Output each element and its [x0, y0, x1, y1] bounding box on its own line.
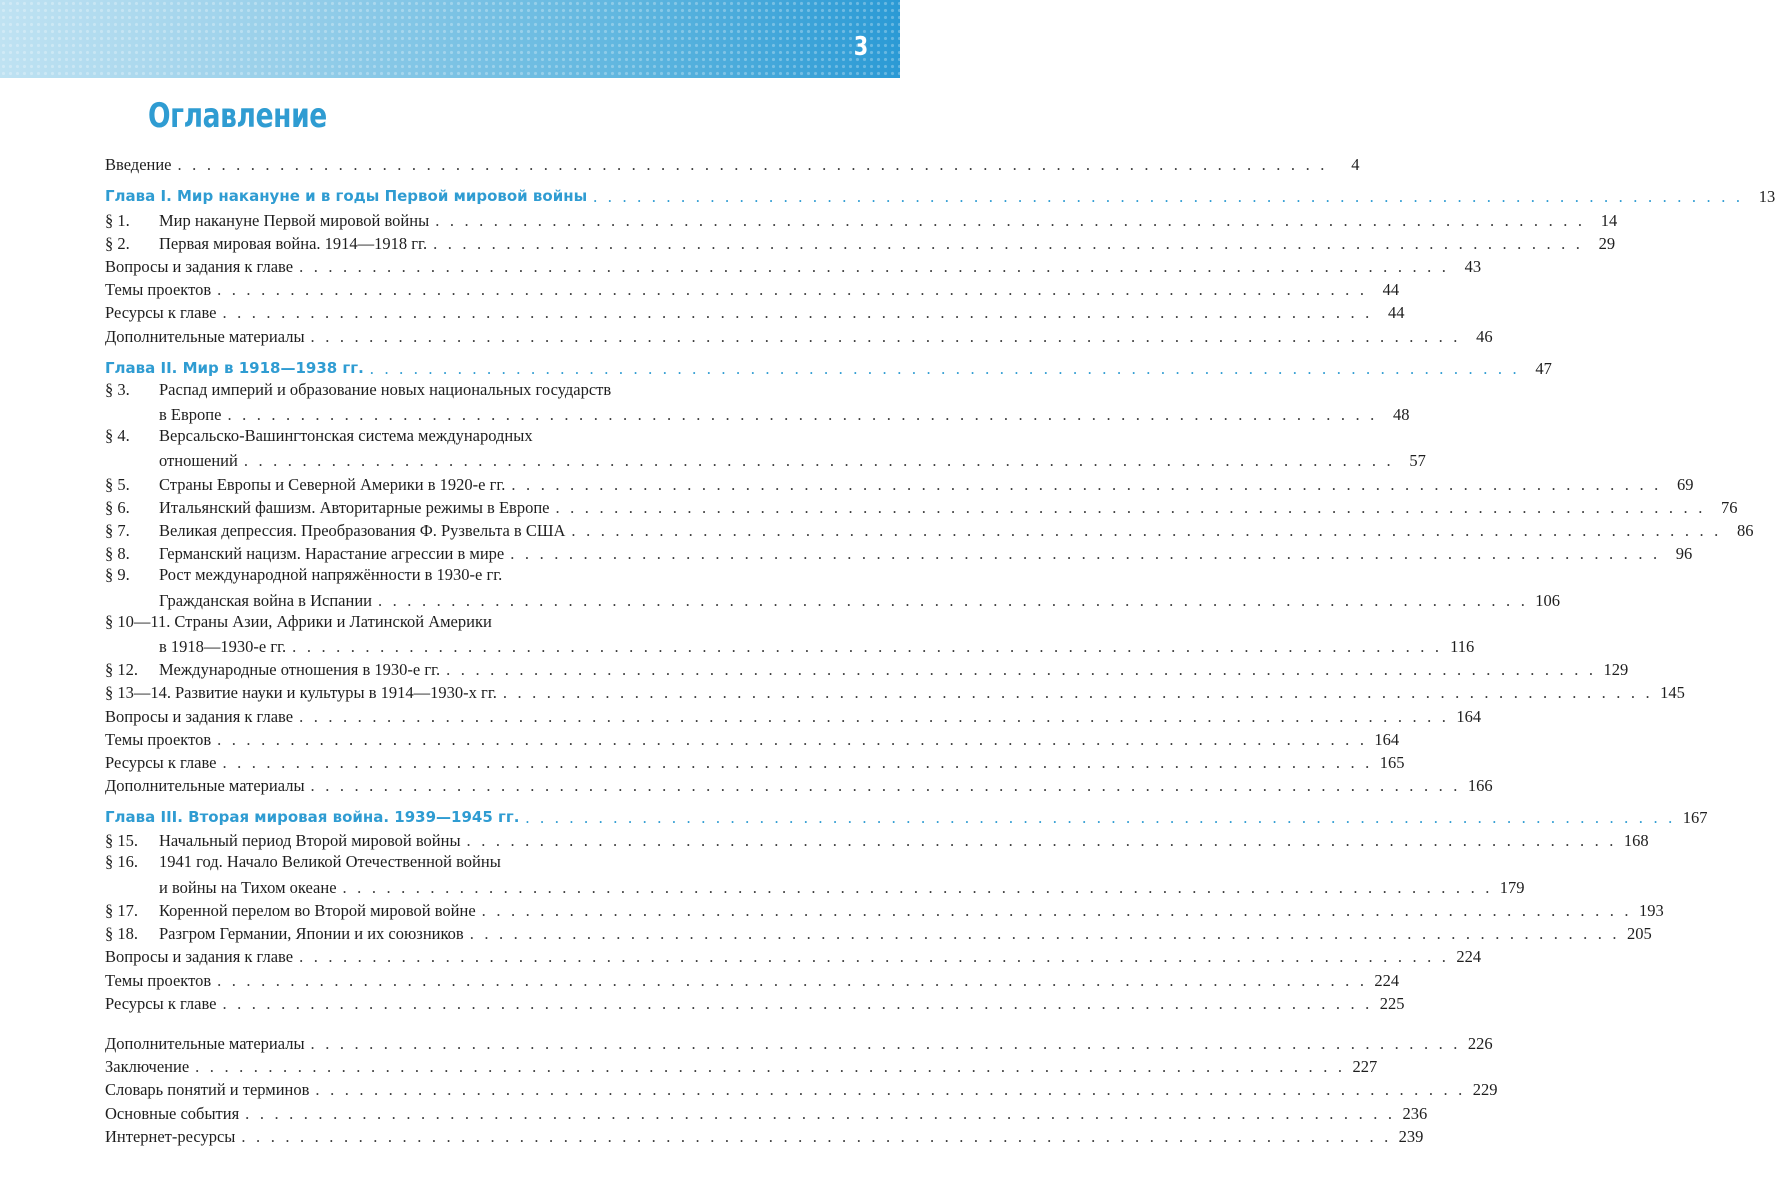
toc-entry-title: и войны на Тихом океане — [159, 877, 337, 897]
toc-entry[interactable] — [105, 727, 1400, 750]
toc-chapter-heading[interactable] — [105, 805, 1708, 828]
dot-leader: . . . . . . . . . . . . . . . . . . . . . . . . . . . . . . . . . . . . . . . . . . . . . . . . . . . . . . . . . . . . . . . . . . . . . . . . . . . . . . . — [217, 280, 1368, 300]
toc-entry[interactable] — [105, 967, 1400, 990]
toc-entry-page: 129 — [1603, 660, 1629, 680]
toc-entry[interactable] — [105, 323, 1493, 346]
dot-leader: . . . . . . . . . . . . . . . . . . . . . . . . . . . . . . . . . . . . . . . . . . . . . . . . . . . . . . . . . . . . . . . . . . . . . . . . . . . . . . . — [245, 1103, 1396, 1123]
dot-leader: . . . . . . . . . . . . . . . . . . . . . . . . . . . . . . . . . . . . . . . . . . . . . . . . . . . . . . . . . . . . . . . . . . . . . . . . . . . . . . . — [466, 831, 1617, 851]
toc-entry-number: § 7. — [105, 521, 130, 540]
page-number: 3 — [853, 32, 869, 62]
toc-entry-number: § 8. — [105, 544, 130, 564]
toc-entry-title: отношений — [159, 451, 238, 471]
toc-entry-title: Великая депрессия. Преобразования Ф. Рузвельта в США — [159, 521, 566, 540]
toc-entry-title: Ресурсы к главе — [105, 993, 217, 1013]
toc-entry-page: 193 — [1638, 901, 1664, 920]
toc-entry-number: § 4. — [105, 426, 130, 446]
toc-entry-title: Коренной перелом во Второй мировой войне — [159, 901, 476, 920]
dot-leader: . . . . . . . . . . . . . . . . . . . . . . . . . . . . . . . . . . . . . . . . . . . . . . . . . . . . . . . . . . . . . . . . . . . . . . . . . . . . . . . — [243, 451, 1394, 471]
toc-entry-title: Итальянский фашизм. Авторитарные режимы в Европе — [159, 497, 550, 517]
toc-entry-title: Дополнительные материалы — [105, 1033, 305, 1053]
dot-leader: . . . . . . . . . . . . . . . . . . . . . . . . . . . . . . . . . . . . . . . . . . . . . . . . . . . . . . . . . . . . . . . . . . . . . . . . . . . . . . . — [435, 210, 1586, 230]
toc-entry-title: Словарь понятий и терминов — [105, 1080, 310, 1100]
dot-leader: . . . . . . . . . . . . . . . . . . . . . . . . . . . . . . . . . . . . . . . . . . . . . . . . . . . . . . . . . . . . . . . . . . . . . . . . . . . . . . . — [571, 521, 1722, 540]
toc-entry-title: Страны Европы и Северной Америки в 1920-е гг. — [159, 474, 506, 494]
toc-entry-title: Международные отношения в 1930-е гг. — [159, 660, 441, 680]
toc-entry[interactable] — [105, 207, 1618, 230]
toc-entry[interactable] — [105, 564, 1561, 610]
table-of-contents — [105, 152, 1775, 1147]
dot-leader: . . . . . . . . . . . . . . . . . . . . . . . . . . . . . . . . . . . . . . . . . . . . . . . . . . . . . . . . . . . . . . . . . . . . . . . . . . . . . . . — [310, 776, 1461, 796]
toc-entry-page: 224 — [1456, 947, 1482, 967]
dot-leader: . . . . . . . . . . . . . . . . . . . . . . . . . . . . . . . . . . . . . . . . . . . . . . . . . . . . . . . . . . . . . . . . . . . . . . . . . . . . . . . — [222, 993, 1373, 1013]
toc-entry[interactable] — [105, 750, 1405, 773]
toc-entry-number: § 18. — [105, 924, 138, 944]
toc-entry-title: Глава III. Вторая мировая война. 1939—1945 гг. — [105, 808, 520, 827]
toc-entry-page: 48 — [1392, 405, 1410, 425]
toc-entry-page: 168 — [1623, 831, 1649, 851]
toc-entry[interactable] — [105, 425, 1426, 471]
dot-leader: . . . . . . . . . . . . . . . . . . . . . . . . . . . . . . . . . . . . . . . . . . . . . . . . . . . . . . . . . . . . . . . . . . . . . . . . . . . . . . . — [299, 947, 1450, 967]
toc-entry[interactable] — [105, 254, 1482, 277]
toc-entry-page: 166 — [1467, 776, 1493, 796]
toc-entry-page: 229 — [1472, 1080, 1498, 1100]
toc-entry-page: 96 — [1675, 544, 1693, 564]
toc-entry-page: 57 — [1409, 451, 1426, 471]
toc-entry-page: 226 — [1467, 1033, 1493, 1053]
toc-entry[interactable] — [105, 944, 1482, 967]
toc-entry-page: 43 — [1464, 256, 1482, 276]
toc-entry-number: § 9. — [105, 565, 130, 585]
dot-leader: . . . . . . . . . . . . . . . . . . . . . . . . . . . . . . . . . . . . . . . . . . . . . . . . . . . . . . . . . . . . . . . . . . . . . . . . . . . . . . . — [502, 683, 1653, 703]
toc-entry-title: Вопросы и задания к главе — [105, 256, 294, 276]
toc-entry-title: Темы проектов — [105, 280, 212, 300]
toc-entry-title: Темы проектов — [105, 729, 212, 749]
dot-leader: . . . . . . . . . . . . . . . . . . . . . . . . . . . . . . . . . . . . . . . . . . . . . . . . . . . . . . . . . . . . . . . . . . . . . . . . . . . . . . . — [310, 326, 1461, 346]
toc-entry-page: 165 — [1379, 752, 1405, 772]
dot-leader: . . . . . . . . . . . . . . . . . . . . . . . . . . . . . . . . . . . . . . . . . . . . . . . . . . . . . . . . . . . . . . . . . . . . . . . . . . . . . . . — [378, 590, 1529, 610]
dot-leader: . . . . . . . . . . . . . . . . . . . . . . . . . . . . . . . . . . . . . . . . . . . . . . . . . . . . . . . . . . . . . . . . . . . . . . . . . . . . . . . — [292, 636, 1443, 656]
toc-entry-page: 236 — [1402, 1103, 1428, 1123]
toc-entry-title: Ресурсы к главе — [105, 303, 217, 323]
toc-entry-number: § 6. — [105, 497, 130, 517]
dot-leader: . . . . . . . . . . . . . . . . . . . . . . . . . . . . . . . . . . . . . . . . . . . . . . . . . . . . . . . . . . . . . . . . . . . . . . . . . . . . . . . — [315, 1080, 1466, 1100]
dot-leader: . . . . . . . . . . . . . . . . . . . . . . . . . . . . . . . . . . . . . . . . . . . . . . . . . . . . . . . . . . . . . . . . . . . . . . . . . . . . . . . — [369, 358, 1520, 378]
toc-entry[interactable] — [105, 828, 1649, 851]
toc-entry-title: Развитие науки и культуры в 1914—1930-х гг. — [175, 683, 497, 703]
dot-leader: . . . . . . . . . . . . . . . . . . . . . . . . . . . . . . . . . . . . . . . . . . . . . . . . . . . . . . . . . . . . . . . . . . . . . . . . . . . . . . . — [177, 155, 1328, 175]
toc-entry-title: Страны Азии, Африки и Латинской Америки — [174, 611, 492, 631]
toc-entry[interactable] — [105, 921, 1652, 944]
toc-entry-page: 227 — [1352, 1057, 1378, 1077]
dot-leader: . . . . . . . . . . . . . . . . . . . . . . . . . . . . . . . . . . . . . . . . . . . . . . . . . . . . . . . . . . . . . . . . . . . . . . . . . . . . . . . — [510, 544, 1661, 564]
dot-leader: . . . . . . . . . . . . . . . . . . . . . . . . . . . . . . . . . . . . . . . . . . . . . . . . . . . . . . . . . . . . . . . . . . . . . . . . . . . . . . . — [342, 877, 1493, 897]
toc-entry[interactable] — [105, 300, 1405, 323]
toc-entry-title: Германский нацизм. Нарастание агрессии в мире — [159, 544, 505, 564]
toc-entry-number: § 2. — [105, 233, 130, 253]
dot-leader: . . . . . . . . . . . . . . . . . . . . . . . . . . . . . . . . . . . . . . . . . . . . . . . . . . . . . . . . . . . . . . . . . . . . . . . . . . . . . . . — [446, 660, 1597, 680]
toc-entry-title: Введение — [105, 155, 172, 175]
toc-entry-number: § 16. — [105, 852, 138, 872]
toc-entry-number: § 12. — [105, 660, 138, 680]
toc-entry-title: Начальный период Второй мировой войны — [159, 831, 461, 851]
toc-entry-page: 13 — [1758, 187, 1775, 207]
toc-entry-page: 4 — [1351, 155, 1360, 175]
toc-entry-page: 69 — [1676, 474, 1694, 494]
toc-entry-title: Интернет-ресурсы — [105, 1126, 236, 1146]
toc-entry-page: 76 — [1721, 497, 1738, 517]
dot-leader: . . . . . . . . . . . . . . . . . . . . . . . . . . . . . . . . . . . . . . . . . . . . . . . . . . . . . . . . . . . . . . . . . . . . . . . . . . . . . . . — [299, 706, 1450, 726]
toc-entry-page: 29 — [1598, 233, 1616, 253]
toc-entry-page: 239 — [1398, 1126, 1424, 1146]
toc-entry[interactable] — [105, 773, 1493, 796]
toc-entry-title: Заключение — [105, 1057, 190, 1077]
toc-entry-title: Глава II. Мир в 1918—1938 гг. — [105, 358, 364, 377]
toc-entry[interactable] — [105, 991, 1405, 1014]
toc-entry-title: Глава I. Мир накануне и в годы Первой мировой войны — [105, 187, 588, 206]
toc-chapter-heading[interactable] — [105, 184, 1775, 207]
toc-entry[interactable] — [105, 1124, 1424, 1147]
toc-entry-page: 224 — [1374, 970, 1400, 990]
toc-entry-title: Дополнительные материалы — [105, 326, 305, 346]
toc-entry-title: Вопросы и задания к главе — [105, 706, 294, 726]
toc-entry[interactable] — [105, 680, 1685, 703]
dot-leader: . . . . . . . . . . . . . . . . . . . . . . . . . . . . . . . . . . . . . . . . . . . . . . . . . . . . . . . . . . . . . . . . . . . . . . . . . . . . . . . — [593, 187, 1744, 207]
dot-leader: . . . . . . . . . . . . . . . . . . . . . . . . . . . . . . . . . . . . . . . . . . . . . . . . . . . . . . . . . . . . . . . . . . . . . . . . . . . . . . . — [227, 405, 1378, 425]
dot-leader: . . . . . . . . . . . . . . . . . . . . . . . . . . . . . . . . . . . . . . . . . . . . . . . . . . . . . . . . . . . . . . . . . . . . . . . . . . . . . . . — [310, 1033, 1461, 1053]
dot-leader: . . . . . . . . . . . . . . . . . . . . . . . . . . . . . . . . . . . . . . . . . . . . . . . . . . . . . . . . . . . . . . . . . . . . . . . . . . . . . . . — [217, 729, 1368, 749]
toc-entry-title: Основные события — [105, 1103, 240, 1123]
toc-entry-page: 116 — [1450, 636, 1475, 656]
toc-entry-number: § 3. — [105, 379, 130, 399]
toc-entry-page: 47 — [1535, 358, 1552, 378]
toc-entry[interactable] — [105, 277, 1400, 300]
dot-leader: . . . . . . . . . . . . . . . . . . . . . . . . . . . . . . . . . . . . . . . . . . . . . . . . . . . . . . . . . . . . . . . . . . . . . . . . . . . . . . . — [525, 808, 1676, 828]
toc-entry-page: 44 — [1388, 303, 1405, 323]
toc-entry[interactable] — [105, 379, 1410, 425]
dot-leader: . . . . . . . . . . . . . . . . . . . . . . . . . . . . . . . . . . . . . . . . . . . . . . . . . . . . . . . . . . . . . . . . . . . . . . . . . . . . . . . — [511, 474, 1662, 494]
toc-entry-title: Мир накануне Первой мировой войны — [159, 210, 430, 230]
toc-entry-number: § 1. — [105, 210, 130, 230]
dot-leader: . . . . . . . . . . . . . . . . . . . . . . . . . . . . . . . . . . . . . . . . . . . . . . . . . . . . . . . . . . . . . . . . . . . . . . . . . . . . . . . — [469, 924, 1620, 944]
toc-entry-page: 167 — [1682, 808, 1708, 828]
toc-entry[interactable] — [105, 541, 1693, 564]
toc-entry-page: 14 — [1600, 210, 1618, 230]
toc-entry[interactable] — [105, 1054, 1378, 1077]
toc-entry-title: Ресурсы к главе — [105, 752, 217, 772]
toc-entry-title: Темы проектов — [105, 970, 212, 990]
dot-leader: . . . . . . . . . . . . . . . . . . . . . . . . . . . . . . . . . . . . . . . . . . . . . . . . . . . . . . . . . . . . . . . . . . . . . . . . . . . . . . . — [222, 303, 1373, 323]
toc-entry-page: 46 — [1476, 326, 1493, 346]
toc-entry-page: 44 — [1382, 280, 1400, 300]
toc-entry-number: § 17. — [105, 901, 138, 920]
toc-entry[interactable] — [105, 851, 1525, 897]
toc-entry[interactable] — [105, 703, 1482, 726]
toc-entry[interactable] — [105, 611, 1475, 657]
dot-leader: . . . . . . . . . . . . . . . . . . . . . . . . . . . . . . . . . . . . . . . . . . . . . . . . . . . . . . . . . . . . . . . . . . . . . . . . . . . . . . . — [481, 901, 1632, 920]
toc-entry[interactable] — [105, 471, 1694, 494]
toc-entry-page: 145 — [1660, 683, 1685, 703]
toc-entry[interactable] — [105, 518, 1754, 541]
page-title: Оглавление — [148, 96, 327, 136]
toc-entry-title: Версальско-Вашингтонская система международных — [159, 426, 533, 446]
toc-entry-title: Гражданская война в Испании — [159, 590, 372, 610]
toc-entry-title: Рост международной напряжённости в 1930-е гг. — [159, 565, 503, 585]
toc-entry-title: Дополнительные материалы — [105, 776, 305, 796]
toc-entry[interactable] — [105, 657, 1629, 680]
toc-entry-page: 164 — [1456, 706, 1482, 726]
dot-leader: . . . . . . . . . . . . . . . . . . . . . . . . . . . . . . . . . . . . . . . . . . . . . . . . . . . . . . . . . . . . . . . . . . . . . . . . . . . . . . . — [555, 497, 1706, 517]
dot-leader: . . . . . . . . . . . . . . . . . . . . . . . . . . . . . . . . . . . . . . . . . . . . . . . . . . . . . . . . . . . . . . . . . . . . . . . . . . . . . . . — [433, 233, 1584, 253]
toc-entry-title: Вопросы и задания к главе — [105, 947, 294, 967]
dot-leader: . . . . . . . . . . . . . . . . . . . . . . . . . . . . . . . . . . . . . . . . . . . . . . . . . . . . . . . . . . . . . . . . . . . . . . . . . . . . . . . — [299, 256, 1450, 276]
toc-entry[interactable] — [105, 1031, 1493, 1054]
toc-entry-number: § 5. — [105, 474, 130, 494]
toc-entry[interactable] — [105, 495, 1738, 518]
toc-entry[interactable] — [105, 1077, 1498, 1100]
toc-entry-title: 1941 год. Начало Великой Отечественной войны — [159, 852, 501, 872]
toc-entry-title: Распад империй и образование новых национальных государств — [159, 379, 612, 399]
toc-entry-title: в 1918—1930-е гг. — [159, 636, 287, 656]
toc-entry-page: 179 — [1499, 877, 1525, 897]
toc-entry-number: § 15. — [105, 831, 138, 851]
dot-leader: . . . . . . . . . . . . . . . . . . . . . . . . . . . . . . . . . . . . . . . . . . . . . . . . . . . . . . . . . . . . . . . . . . . . . . . . . . . . . . . — [195, 1057, 1346, 1077]
toc-entry-page: 106 — [1535, 590, 1561, 610]
toc-entry[interactable] — [105, 898, 1664, 921]
toc-entry-title: Разгром Германии, Японии и их союзников — [159, 924, 464, 944]
toc-entry-page: 205 — [1626, 924, 1652, 944]
toc-entry-number: § 13—14. — [105, 683, 171, 703]
toc-chapter-heading[interactable] — [105, 356, 1552, 379]
toc-entry-page: 86 — [1736, 521, 1754, 540]
toc-entry-title: Первая мировая война. 1914—1918 гг. — [159, 233, 428, 253]
header-band — [0, 0, 900, 78]
toc-entry[interactable] — [105, 152, 1360, 175]
toc-entry[interactable] — [105, 231, 1616, 254]
toc-entry[interactable] — [105, 1100, 1428, 1123]
toc-entry-number: § 10—11. — [105, 611, 171, 631]
toc-entry-page: 225 — [1379, 993, 1405, 1013]
dot-leader: . . . . . . . . . . . . . . . . . . . . . . . . . . . . . . . . . . . . . . . . . . . . . . . . . . . . . . . . . . . . . . . . . . . . . . . . . . . . . . . — [241, 1126, 1392, 1146]
toc-entry-title: в Европе — [159, 405, 222, 425]
dot-leader: . . . . . . . . . . . . . . . . . . . . . . . . . . . . . . . . . . . . . . . . . . . . . . . . . . . . . . . . . . . . . . . . . . . . . . . . . . . . . . . — [217, 970, 1368, 990]
toc-entry-page: 164 — [1374, 729, 1400, 749]
dot-leader: . . . . . . . . . . . . . . . . . . . . . . . . . . . . . . . . . . . . . . . . . . . . . . . . . . . . . . . . . . . . . . . . . . . . . . . . . . . . . . . — [222, 752, 1373, 772]
